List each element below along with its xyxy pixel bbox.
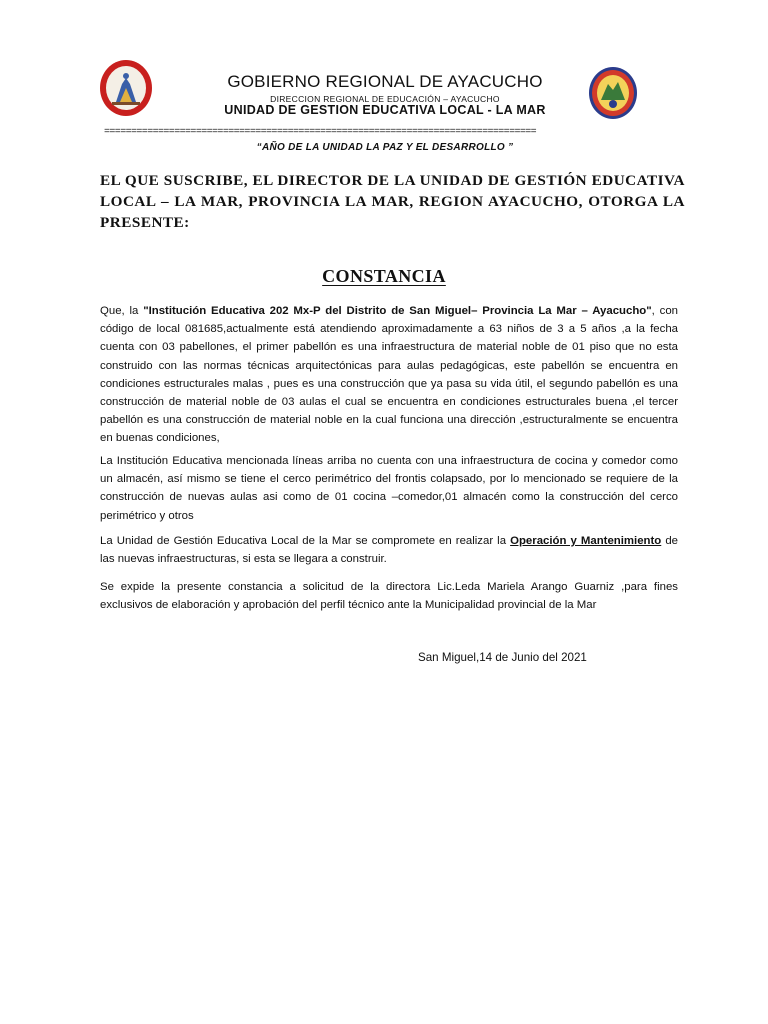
- paragraph-3-prefix: La Unidad de Gestión Educativa Local de la Mar se compromete en realizar la: [100, 535, 511, 547]
- header-unit: UNIDAD DE GESTION EDUCATIVA LOCAL - LA MAR: [224, 103, 546, 117]
- paragraph-1: [100, 302, 678, 448]
- regional-government-seal-icon: [98, 58, 154, 118]
- paragraph-2: La Institución Educativa mencionada líneas arriba no cuenta con una infraestructura de cocina y comedor como un almacén, así mismo se tiene el cerco perimétrico del frontis colapsado, por lo mencionado se requiere de la construcción de nuevas aulas asi como de 01 cocina –comedor,01 almacén como la construcción del cerco perimétrico y otros: [100, 455, 678, 522]
- institution-name: "Institución Educativa 202 Mx-P del Distrito de San Miguel– Provincia La Mar – Ayacucho": [143, 305, 652, 317]
- paragraph-4: Se expide la presente constancia a solicitud de la directora Lic.Leda Mariela Arango Guarniz ,para fines exclusivos de elaboración y aprobación del perfil técnico ante la Municipalidad provincial de la Mar: [100, 581, 678, 612]
- document-title: [0, 266, 768, 287]
- header-subtitle: DIRECCION REGIONAL DE EDUCACIÓN – AYACUCHO: [270, 94, 500, 104]
- paragraph-1-body: , con código de local 081685,actualmente está atendiendo aproximadamente a 63 niños de 3 a 5 años ,a la fecha cuenta con 03 pabellones, el primer pabellón es una infraestructura de material noble de 01 piso que no esta construido con las normas técnicas arquitectónicas para aulas pedagógicas, este pabellón se encuentra en condiciones estructurales malas , pues es una construcción que ya pasa su vida útil, el segundo pabellón es una construcción de material noble de 03 aulas el cual se encuentra en condiciones estructurales buena ,el tercer pabellón es una construcción de material noble en la cual funciona una dirección ,estructuralmente se encuentra en buenas condiciones,: [100, 305, 678, 445]
- paragraph-3: [100, 532, 678, 568]
- operation-maintenance-emphasis: Operación y Mantenimiento: [510, 535, 662, 547]
- date-line: San Miguel,14 de Junio del 2021: [418, 651, 587, 664]
- header-title: GOBIERNO REGIONAL DE AYACUCHO: [227, 72, 543, 91]
- header-divider: ================================================================================: [104, 128, 537, 138]
- paragraph-3-body: de las nuevas infraestructuras, si esta se llegara a construir.: [100, 535, 678, 566]
- document-title-text: CONSTANCIA: [322, 266, 446, 286]
- paragraph-1-prefix: Que, la: [100, 305, 144, 317]
- intro-statement: EL QUE SUSCRIBE, EL DIRECTOR DE LA UNIDAD DE GESTIÓN EDUCATIVA LOCAL – LA MAR, PROVINCIA LA MAR, REGION AYACUCHO, OTORGA LA PRESENTE:: [100, 172, 685, 231]
- year-motto: “AÑO DE LA UNIDAD LA PAZ Y EL DESARROLLO ”: [256, 142, 514, 153]
